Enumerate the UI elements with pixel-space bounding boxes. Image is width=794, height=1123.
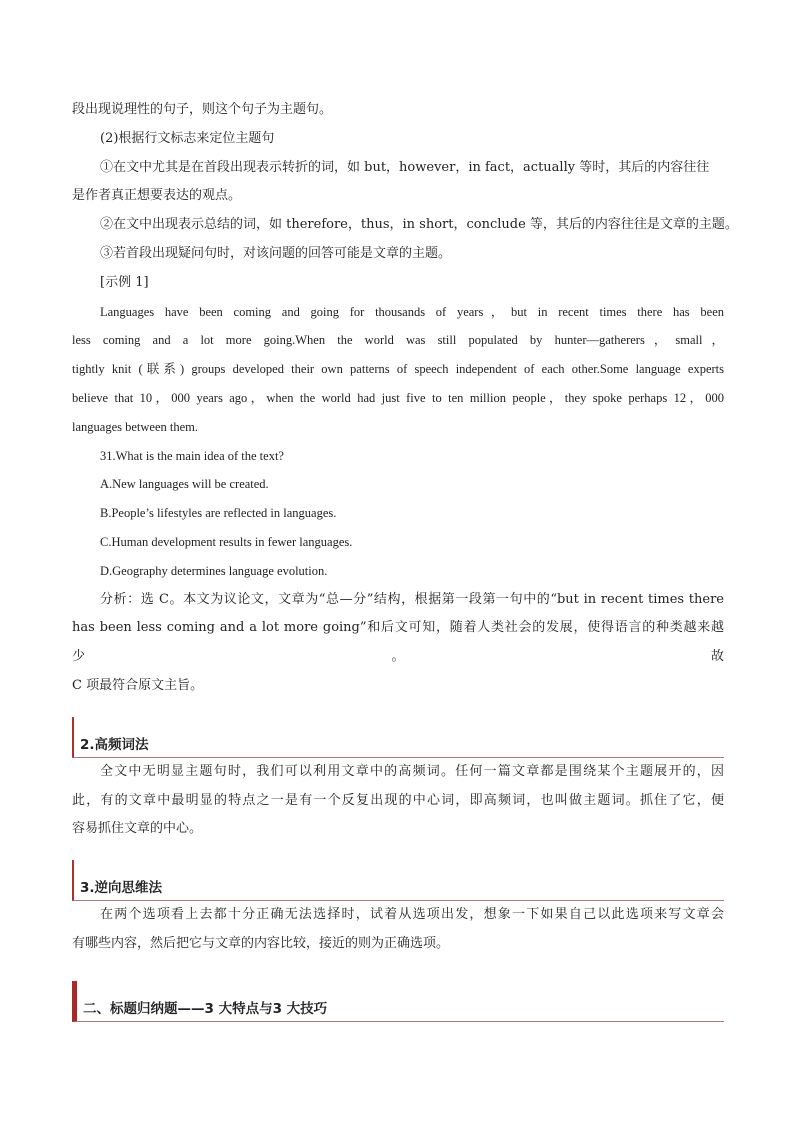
option-d: D.Geography determines language evolution. [100, 563, 328, 578]
section2-line: 此，有的文章中最明显的特点之一是有一个反复出现的中心词，即高频词，也叫做主题词。抓住了它，便 [72, 792, 724, 808]
major-heading [72, 981, 724, 1022]
example-label: [示例 1] [100, 274, 149, 290]
paragraph-continuation: 段出现说理性的句子，则这个句子为主题句。 [72, 102, 333, 117]
rule-1-line-2: 是作者真正想要表达的观点。 [72, 188, 242, 204]
passage-line: tightly knit (联系) groups developed their own patterns of speech independent of each other.Some language experts [72, 362, 724, 377]
passage-line: languages between them. [72, 419, 198, 434]
section-heading-2 [72, 717, 724, 758]
analysis-line: C 项最符合原文主旨。 [72, 677, 204, 693]
section-heading-3 [72, 860, 724, 901]
passage-line: believe that 10，000 years ago，when the world had just five to ten million people，they spoke perhaps 12，000 [72, 390, 724, 405]
passage-line: less coming and a lot more going.When the world was still populated by hunter—gatherers，small， [72, 333, 724, 348]
section2-line: 容易抓住文章的中心。 [72, 821, 203, 837]
document-page [72, 96, 738, 1022]
passage-line: Languages have been coming and going for thousands of years，but in recent times there has been [100, 304, 724, 319]
section2-line: 全文中无明显主题句时，我们可以利用文章中的高频词。任何一篇文章都是围绕某个主题展开的，因 [100, 763, 724, 779]
major-title: 二、标题归纳题——3 大特点与3 大技巧 [83, 1000, 328, 1017]
section-title: 3.逆向思维法 [80, 880, 163, 897]
subheading-locate-by-markers: (2)根据行文标志来定位主题句 [100, 130, 275, 146]
option-b: B.People’s lifestyles are reflected in languages. [100, 506, 337, 521]
analysis-line: has been less coming and a lot more going”和后文可知，随着人类社会的发展，使得语言的种类越来越少。故 [72, 620, 724, 665]
analysis-line: 分析：选 C。本文为议论文，文章为“总—分”结构，根据第一段第一句中的“but in recent times there [100, 591, 724, 607]
rule-1-line-1: ①在文中尤其是在首段出现表示转折的词，如 but，however，in fact，actually 等时，其后的内容往往 [100, 159, 710, 175]
option-a: A.New languages will be created. [100, 477, 269, 492]
rule-2: ②在文中出现表示总结的词，如 therefore，thus，in short，conclude 等，其后的内容往往是文章的主题。 [100, 217, 738, 233]
rule-3: ③若首段出现疑问句时，对该问题的回答可能是文章的主题。 [100, 245, 452, 261]
question-31: 31.What is the main idea of the text? [100, 448, 284, 463]
section3-line: 有哪些内容，然后把它与文章的内容比较，接近的则为正确选项。 [72, 935, 450, 951]
option-c: C.Human development results in fewer languages. [100, 534, 353, 549]
section-title: 2.高频词法 [80, 736, 149, 753]
section3-line: 在两个选项看上去都十分正确无法选择时，试着从选项出发，想象一下如果自己以此选项来写文章会 [100, 907, 724, 923]
